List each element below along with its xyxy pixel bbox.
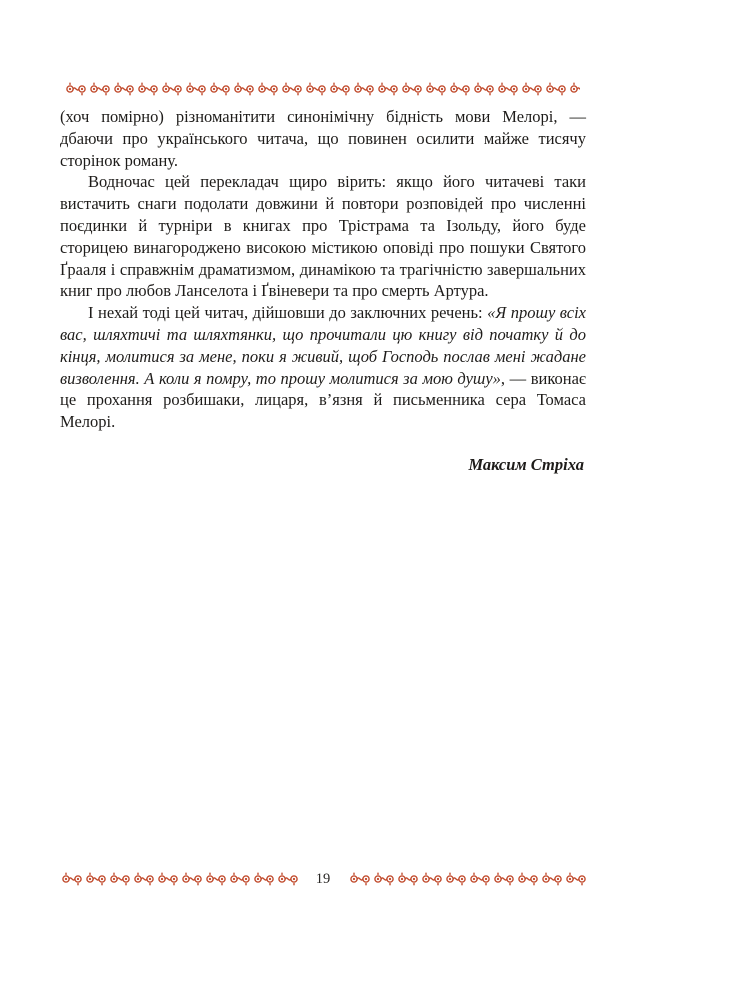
page-footer — [60, 872, 586, 886]
quote-text: «Я прошу всіх вас, шляхтичі та шляхтянки, що прочитали цю книгу від початку й до кінця, молитися за мене, поки я живий, щоб Господь послав мені жадане визволення. А коли я помру, то прошу молитися за мою душу» — [60, 303, 586, 388]
ornament-top-border-icon — [64, 82, 580, 96]
body-run: Водночас цей перекладач щиро вірить: якщо його читачеві таки вистачить снаги подолати довжини й повтори розповідей про численні поєдинки й турніри в книгах про Трістрама та Ізольду, його буде сторицею винагороджено високою містикою оповіді про пошуки Святого Ґрааля і справжнім драматизмом, динамікою та трагічністю завершальних книг про любов Ланселота і Ґвіневери та про смерть Артура. — [60, 172, 586, 301]
paragraph — [60, 302, 586, 433]
body-run: , — виконає це прохання розбишаки, лицаря, в’язня й письменника сера Томаса Мелорі. — [60, 368, 586, 432]
body-text — [60, 106, 586, 476]
paragraph — [60, 171, 586, 302]
ornament-footer-right-icon — [348, 872, 586, 886]
body-run: (хоч помірно) різноманітити синонімічну бідність мови Мелорі, — дбаючи про українського читача, що повинен осилити майже тисячу сторінок роману. — [60, 107, 586, 170]
paragraph — [60, 106, 586, 171]
author-signature: Максим Стріха — [468, 454, 584, 474]
page-number: 19 — [315, 871, 331, 887]
ornament-footer-left-icon — [60, 872, 298, 886]
body-run: І нехай тоді цей читач, дійшовши до заключних речень: — [88, 303, 488, 323]
paragraphs-container — [60, 106, 586, 433]
